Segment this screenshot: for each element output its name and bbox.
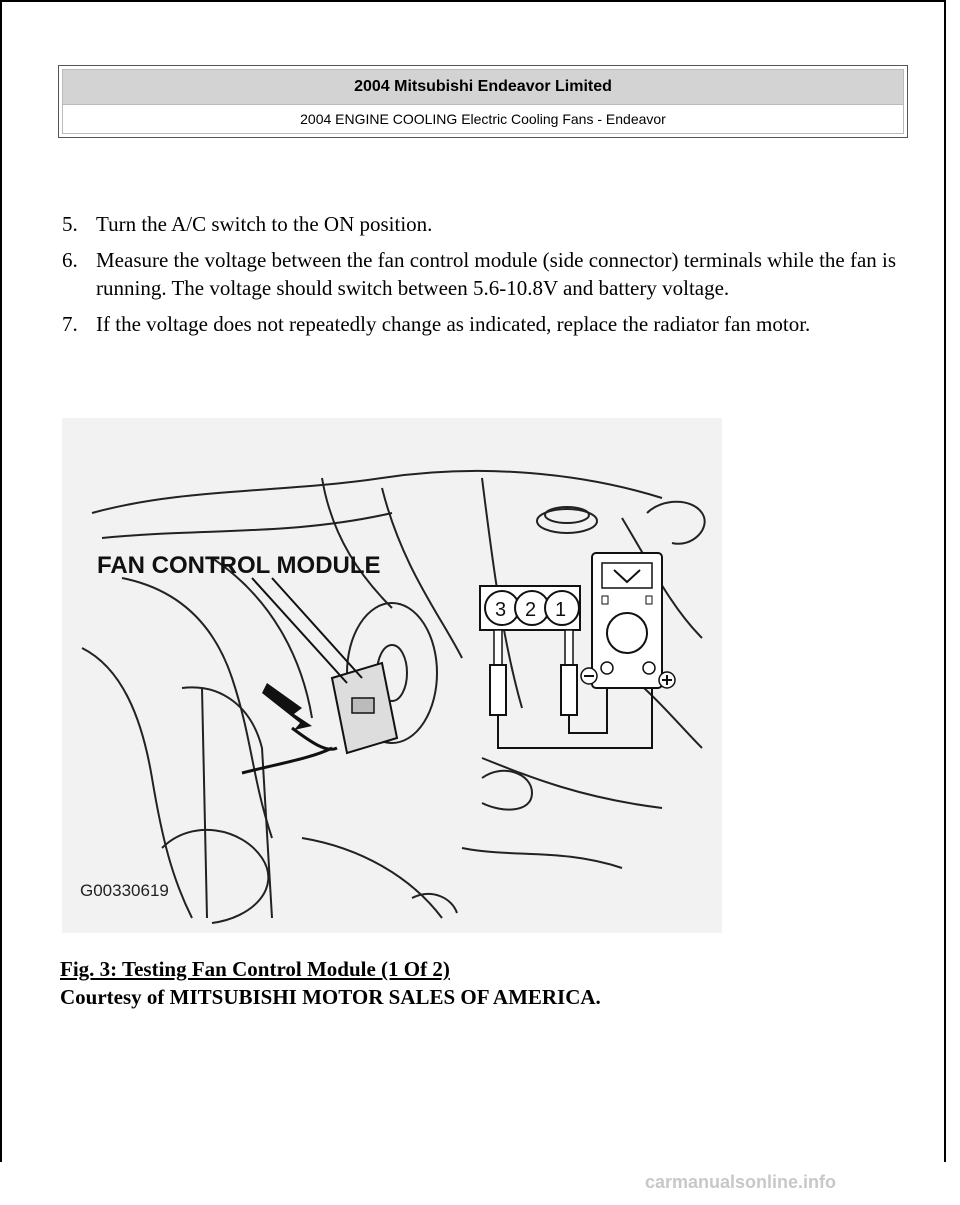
terminal-2: 2 xyxy=(525,599,537,621)
header-inner xyxy=(62,69,904,134)
terminal-1: 1 xyxy=(555,599,567,621)
multimeter-icon xyxy=(581,553,675,688)
step-text: Turn the A/C switch to the ON position. xyxy=(96,212,433,236)
step-7 xyxy=(62,310,912,338)
figure-title[interactable]: Fig. 3: Testing Fan Control Module (1 Of 2) xyxy=(60,957,450,981)
figure-code: G00330619 xyxy=(80,881,169,900)
figure-label: FAN CONTROL MODULE xyxy=(97,552,381,579)
fan-control-module-figure xyxy=(62,418,722,933)
procedure-steps xyxy=(62,210,912,346)
figure-caption xyxy=(60,955,601,1011)
step-6 xyxy=(62,246,912,302)
engine-bay-illustration xyxy=(62,418,722,933)
figure-courtesy: Courtesy of MITSUBISHI MOTOR SALES OF AMERICA. xyxy=(60,985,601,1009)
header-subtitle: 2004 ENGINE COOLING Electric Cooling Fans - Endeavor xyxy=(63,105,903,133)
step-text: If the voltage does not repeatedly change as indicated, replace the radiator fan motor. xyxy=(96,312,811,336)
terminal-3: 3 xyxy=(495,599,507,621)
header-title: 2004 Mitsubishi Endeavor Limited xyxy=(63,70,903,105)
step-5 xyxy=(62,210,912,238)
document-header xyxy=(58,65,908,138)
step-number: 7. xyxy=(62,312,78,336)
step-number: 5. xyxy=(62,212,78,236)
connector-terminals xyxy=(480,586,580,630)
step-text: Measure the voltage between the fan control module (side connector) terminals while the fan is running. The voltage should switch between 5.6-10.8V and battery voltage. xyxy=(96,248,897,300)
step-number: 6. xyxy=(62,248,78,272)
site-watermark: carmanualsonline.info xyxy=(645,1172,837,1192)
